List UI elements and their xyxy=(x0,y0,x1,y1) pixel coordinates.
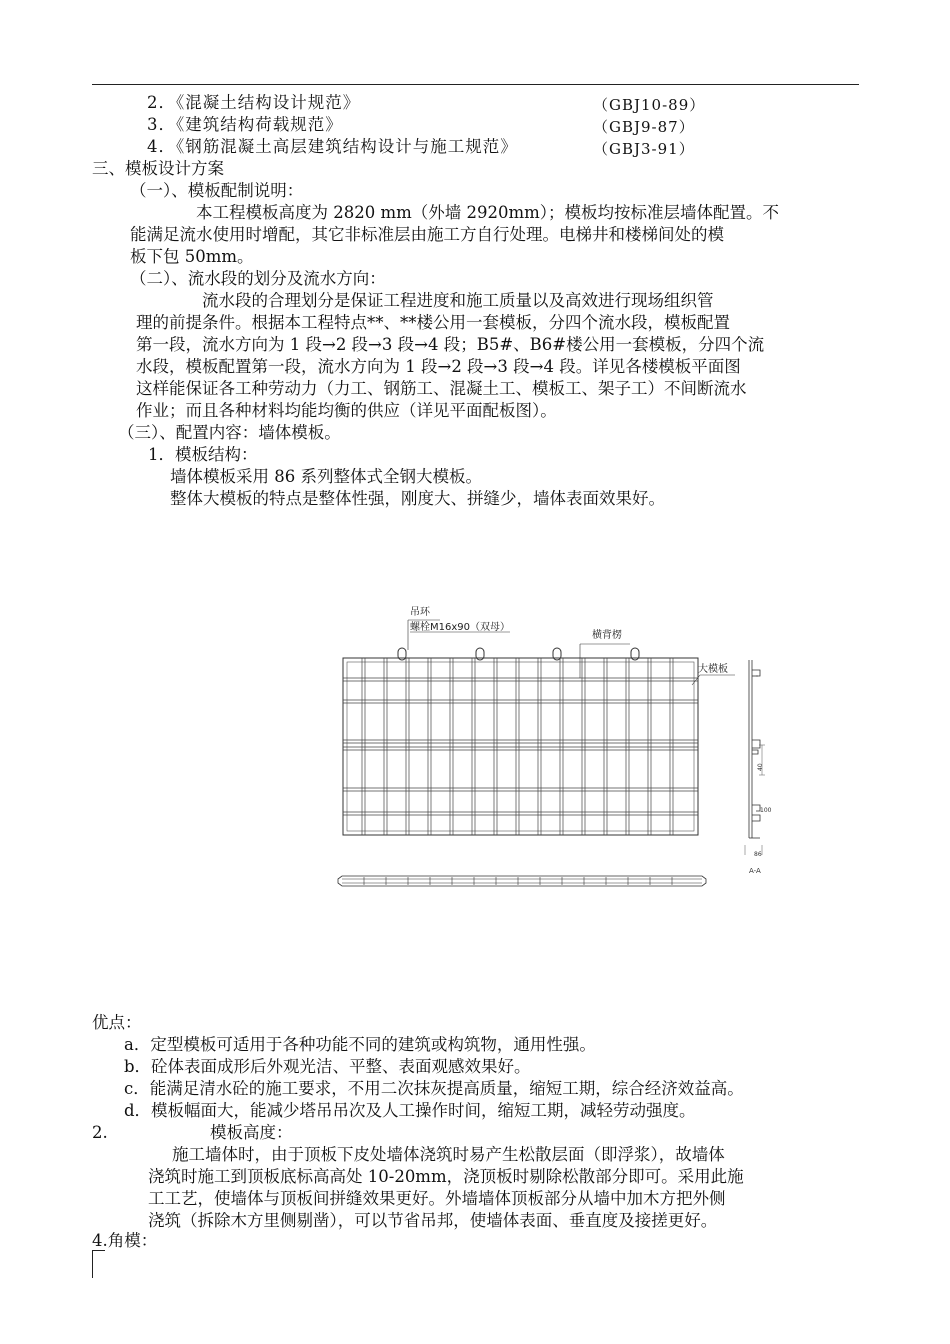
reference-title: 《混凝土结构设计规范》 xyxy=(176,93,361,112)
paragraph-line: 浇筑（拆除木方里侧剔凿），可以节省吊邦，使墙体表面、垂直度及接搓更好。 xyxy=(148,1211,718,1230)
dim-86: 86 xyxy=(754,851,762,858)
paragraph-line: 理的前提条件。根据本工程特点**、**楼公用一套模板，分四个流水段，模板配置 xyxy=(136,313,730,332)
label-ring: 吊环 xyxy=(410,607,430,618)
panel-outline xyxy=(343,658,698,835)
dim-100: 100 xyxy=(760,807,772,814)
reference-4 xyxy=(147,136,518,158)
formwork-diagram xyxy=(330,590,780,900)
reference-num: 3． xyxy=(147,115,176,134)
reference-title: 《建筑结构荷载规范》 xyxy=(176,115,343,134)
paragraph-line: 墙体模板采用 86 系列整体式全钢大模板。 xyxy=(170,467,482,486)
reference-3 xyxy=(147,114,343,136)
reference-code: （GBJ3-91） xyxy=(593,140,695,158)
advantage-item: d．模板幅面大，能减少塔吊吊次及人工操作时间，缩短工期，减轻劳动强度。 xyxy=(124,1101,696,1120)
subsection-title: （一）、模板配制说明： xyxy=(130,181,304,200)
reference-code: （GBJ10-89） xyxy=(593,96,706,114)
subsection-title: （二）、流水段的划分及流水方向： xyxy=(130,269,386,288)
reference-num: 4． xyxy=(147,137,176,156)
item-num: 2. xyxy=(92,1123,108,1142)
paragraph-line: 第一段，流水方向为 1 段→2 段→3 段→4 段；B5#、B6#楼公用一套模板，分四个流 xyxy=(136,335,765,354)
horizontal-ribs xyxy=(343,678,698,815)
paragraph-line: 浇筑时施工到顶板底标高高处 10-20mm，浇顶板时剔除松散部分即可。采用此施 xyxy=(148,1167,744,1186)
item-title: 4.角模： xyxy=(92,1231,158,1250)
paragraph-line: 作业；而且各种材料均能均衡的供应（详见平面配板图）。 xyxy=(136,401,557,420)
item-title: 1．模板结构： xyxy=(148,445,258,464)
plan-strip xyxy=(338,876,706,886)
reference-num: 2． xyxy=(147,93,176,112)
paragraph-line: 水段，模板配置第一段，流水方向为 1 段→2 段→3 段→4 段。详见各楼模板平面图 xyxy=(136,357,741,376)
paragraph-line: 板下包 50mm。 xyxy=(130,247,254,266)
reference-title: 《钢筋混凝土高层建筑结构设计与施工规范》 xyxy=(176,137,518,156)
paragraph-line: 能满足流水使用时增配，其它非标准层由施工方自行处理。电梯井和楼梯间处的模 xyxy=(130,225,724,244)
corner-mark xyxy=(92,1250,105,1278)
plan-strip-ribs xyxy=(364,877,672,885)
section-label: A-A xyxy=(749,867,761,875)
paragraph-line: 工工艺，使墙体与顶板间拼缝效果更好。外墙墙体顶板部分从墙中加木方把外侧 xyxy=(148,1189,726,1208)
paragraph-line: 整体大模板的特点是整体性强，刚度大、拼缝少，墙体表面效果好。 xyxy=(170,489,665,508)
item-title: 模板高度： xyxy=(210,1123,293,1142)
advantages-title: 优点： xyxy=(92,1013,142,1032)
label-bolt: 螺栓M16x90（双母） xyxy=(410,622,510,633)
advantage-item: a．定型模板可适用于各种功能不同的建筑或构筑物，通用性强。 xyxy=(124,1035,596,1054)
paragraph-line: 这样能保证各工种劳动力（力工、钢筋工、混凝土工、模板工、架子工）不间断流水 xyxy=(136,379,747,398)
paragraph-line: 流水段的合理划分是保证工程进度和施工质量以及高效进行现场组织管 xyxy=(202,291,714,310)
panel-inner-outline xyxy=(347,662,694,831)
section-view xyxy=(749,660,760,838)
subsection-title: （三）、配置内容：墙体模板。 xyxy=(118,423,341,442)
dim-40: 40 xyxy=(757,763,764,771)
label-rib: 横背楞 xyxy=(592,630,622,641)
advantage-item: c．能满足清水砼的施工要求，不用二次抹灰提高质量，缩短工期，综合经济效益高。 xyxy=(124,1079,744,1098)
paragraph-line: 本工程模板高度为 2820 mm（外墙 2920mm）；模板均按标准层墙体配置。不 xyxy=(196,203,780,222)
paragraph-line: 施工墙体时，由于顶板下皮处墙体浇筑时易产生松散层面（即浮浆），故墙体 xyxy=(172,1145,725,1164)
section-dimensions xyxy=(745,745,765,855)
panel-leader xyxy=(692,675,700,685)
vertical-ribs xyxy=(362,658,673,835)
header-rule xyxy=(92,84,859,85)
label-panel: 大模板 xyxy=(698,664,728,675)
advantage-item: b．砼体表面成形后外观光洁、平整、表面观感效果好。 xyxy=(124,1057,531,1076)
reference-code: （GBJ9-87） xyxy=(593,118,695,136)
section-title: 三、模板设计方案 xyxy=(92,159,224,178)
reference-2 xyxy=(147,92,360,114)
